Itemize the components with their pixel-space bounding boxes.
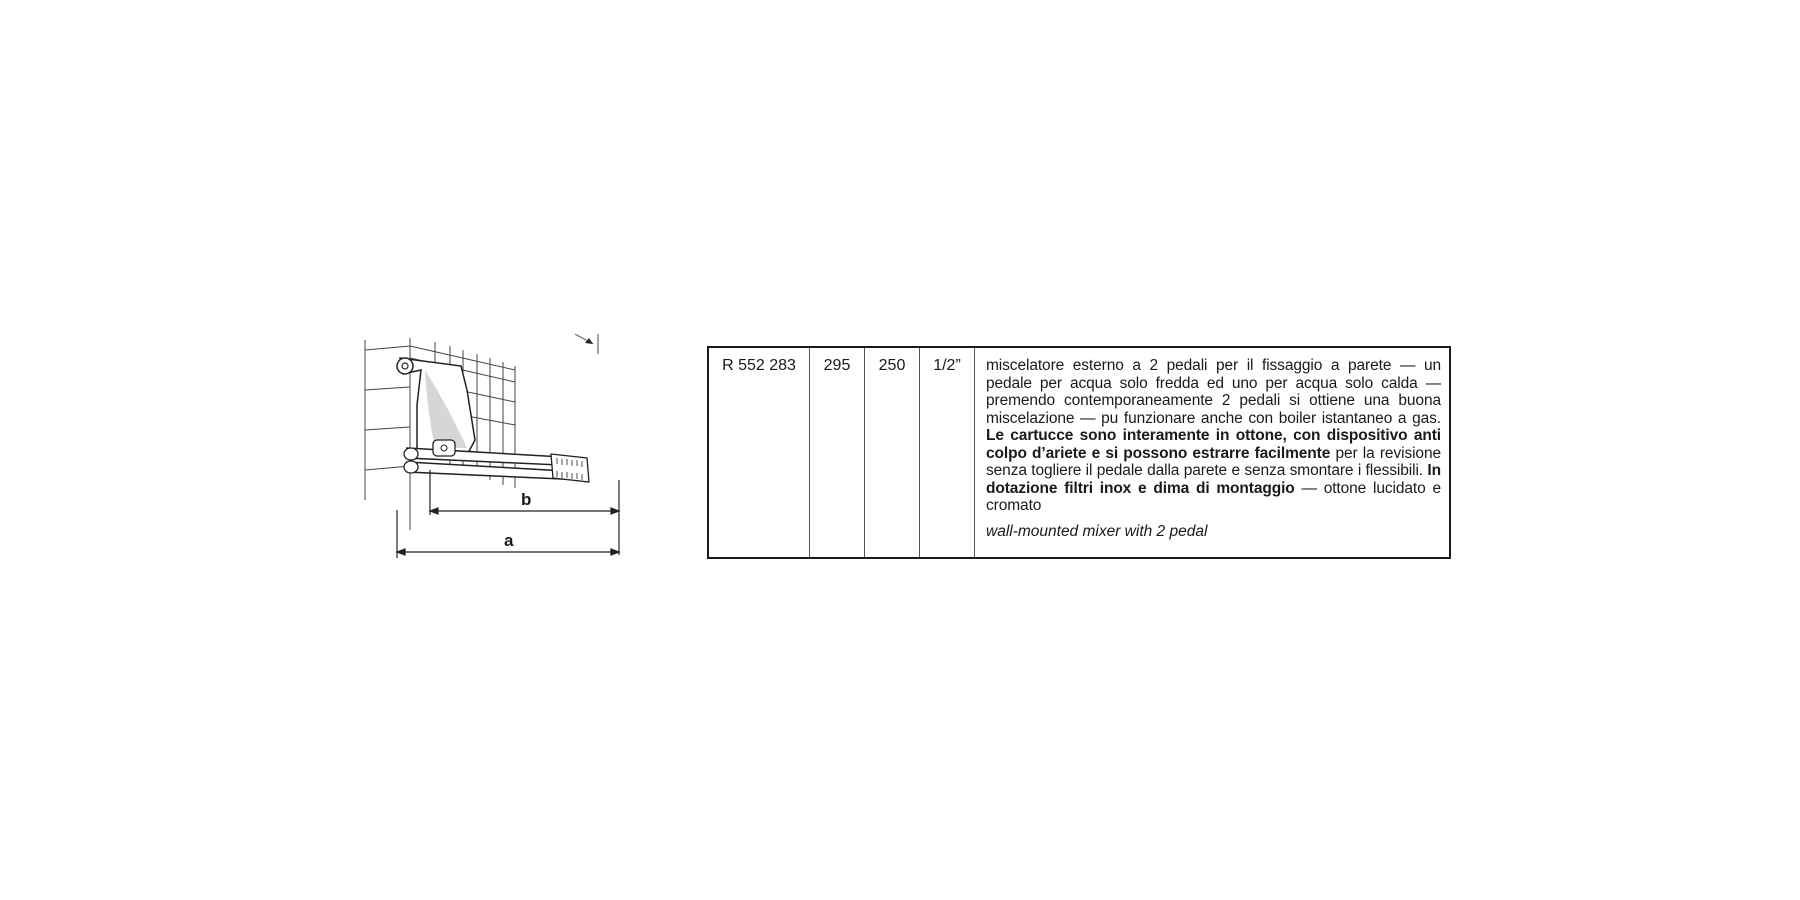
product-drawing (355, 330, 625, 570)
description-segment: miscelatore esterno a 2 pedali per il fissaggio a parete — un pedale per acqua solo fredda ed uno per acqua solo calda — premendo contemporaneamente 2 pedali si ottiene una buona miscelazione — pu funzionare anche con boiler istantaneo a gas. (986, 357, 1441, 427)
connection-size-cell: 1/2” (920, 348, 975, 557)
product-code-cell: R 552 283 (709, 348, 810, 557)
description-segment-bold: Le cartucce sono interamente in ottone, con dispositivo anti colpo d’ariete e si possono estrarre facilmente (986, 427, 1441, 462)
dimension-a-label: a (504, 531, 514, 550)
description-cell (975, 348, 1449, 557)
description-segment: — ottone lucidato e cromato (986, 479, 1441, 514)
product-spec-table (707, 346, 1451, 559)
dimension-b-label: b (521, 490, 532, 509)
description-italian (986, 357, 1441, 515)
dimension-b-cell: 250 (865, 348, 920, 557)
description-segment: per la revisione senza togliere il pedale dalla parete e senza smontare i flessibili. (986, 444, 1441, 479)
dimension-a-cell: 295 (810, 348, 865, 557)
pedal-mixer-illustration (355, 330, 625, 570)
description-english: wall-mounted mixer with 2 pedal (986, 522, 1208, 540)
arrow-icon (585, 338, 593, 344)
description-segment-bold: In dotazione filtri inox e dima di montaggio (986, 462, 1441, 497)
